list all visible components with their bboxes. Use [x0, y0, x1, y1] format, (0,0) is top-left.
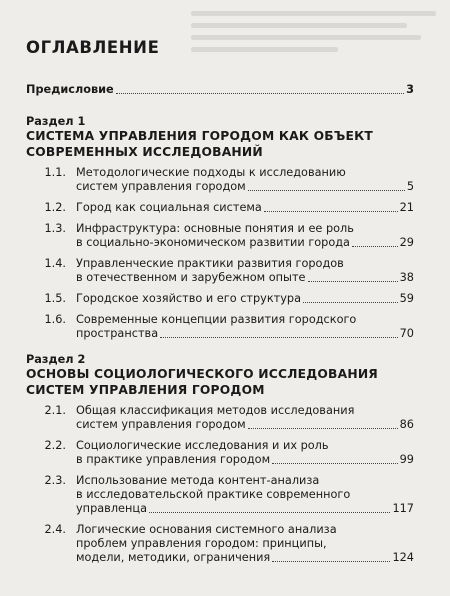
entry-page: 29 — [399, 236, 414, 249]
entry-last-line — [76, 236, 414, 250]
section-block — [26, 353, 414, 565]
section-block — [26, 115, 414, 341]
entry-title-line: в практике управления городом — [76, 453, 271, 466]
entry-body — [76, 292, 414, 306]
page-title: ОГЛАВЛЕНИЕ — [26, 38, 160, 57]
entry-number: 2.4. — [44, 523, 66, 536]
entry-number: 1.3. — [44, 222, 66, 235]
entry-page: 124 — [392, 551, 414, 564]
entry-body — [76, 257, 414, 285]
entry-last-line — [76, 453, 414, 467]
section-number: Раздел 2 — [26, 353, 86, 366]
toc-entry — [26, 222, 414, 250]
leader-dots — [308, 281, 398, 282]
entry-title-line: Общая классификация методов исследования — [76, 404, 355, 417]
section-title-line: СОВРЕМЕННЫХ ИССЛЕДОВАНИЙ — [26, 144, 263, 159]
entry-last-line — [76, 418, 414, 432]
toc-entry — [26, 523, 414, 565]
leader-dots — [303, 302, 398, 303]
section-title-line: СИСТЕМ УПРАВЛЕНИЯ ГОРОДОМ — [26, 382, 265, 397]
toc-entry — [26, 257, 414, 285]
entry-body — [76, 313, 414, 341]
entry-number: 2.3. — [44, 474, 66, 487]
entry-last-line — [76, 327, 414, 341]
entry-title-line: Город как социальная система — [76, 201, 262, 214]
entry-title-line: Управленческие практики развития городов — [76, 257, 344, 270]
entry-page: 86 — [399, 418, 414, 431]
leader-dots — [272, 463, 398, 464]
entry-page: 5 — [406, 180, 414, 193]
entry-page: 70 — [399, 327, 414, 340]
entry-page: 21 — [399, 201, 414, 214]
entry-title-line: модели, методики, ограничения — [76, 551, 271, 564]
sections-container — [26, 115, 414, 565]
toc-entry — [26, 439, 414, 467]
leader-dots — [160, 337, 398, 338]
entry-body — [76, 404, 414, 432]
toc-entry — [26, 292, 414, 306]
entry-title-line: в отечественном и зарубежном опыте — [76, 271, 306, 284]
entry-last-line — [76, 292, 414, 306]
entry-body — [76, 474, 414, 516]
entry-last-line — [76, 551, 414, 565]
table-of-contents — [26, 38, 414, 575]
section-title — [26, 367, 414, 398]
leader-dots — [149, 512, 390, 513]
leader-dots — [264, 211, 398, 212]
entry-title-line: Городское хозяйство и его структура — [76, 292, 302, 305]
entry-title-line: пространства — [76, 327, 159, 340]
leader-dots — [248, 428, 398, 429]
entry-last-line — [76, 201, 414, 215]
entry-number: 1.4. — [44, 257, 66, 270]
section-number: Раздел 1 — [26, 115, 86, 128]
preface-label: Предисловие — [26, 83, 114, 96]
entry-page: 117 — [392, 502, 414, 515]
entry-title-line: Социологические исследования и их роль — [76, 439, 329, 452]
leader-dots — [352, 246, 398, 247]
entry-title-line: проблем управления городом: принципы, — [76, 537, 327, 550]
entry-number: 2.2. — [44, 439, 66, 452]
entry-number: 1.1. — [44, 166, 66, 179]
leader-dots — [272, 561, 390, 562]
entry-last-line — [76, 502, 414, 516]
section-title-line: СИСТЕМА УПРАВЛЕНИЯ ГОРОДОМ КАК ОБЪЕКТ — [26, 129, 373, 143]
entry-title-line: Инфраструктура: основные понятия и ее роль — [76, 222, 354, 235]
entry-page: 59 — [399, 292, 414, 305]
toc-entry — [26, 474, 414, 516]
entry-title-line: систем управления городом — [76, 418, 246, 431]
leader-dots — [248, 190, 405, 191]
entry-title-line: Методологические подходы к исследованию — [76, 166, 346, 179]
toc-entry — [26, 404, 414, 432]
entry-last-line — [76, 180, 414, 194]
section-title — [26, 129, 414, 160]
entry-title-line: в социально-экономическом развитии города — [76, 236, 350, 249]
leader-dots — [116, 93, 404, 94]
entry-number: 1.6. — [44, 313, 66, 326]
entry-title-line: Современные концепции развития городского — [76, 313, 357, 326]
toc-entry — [26, 313, 414, 341]
entry-body — [76, 201, 414, 215]
preface-entry — [26, 83, 414, 97]
entry-title-line: Логические основания системного анализа — [76, 523, 337, 536]
preface-page: 3 — [406, 83, 414, 96]
entry-title-line: Использование метода контент-анализа — [76, 474, 320, 487]
entry-title-line: систем управления городом — [76, 180, 246, 193]
entry-body — [76, 439, 414, 467]
entry-title-line: управленца — [76, 502, 147, 515]
toc-entry — [26, 201, 414, 215]
section-title-line: ОСНОВЫ СОЦИОЛОГИЧЕСКОГО ИССЛЕДОВАНИЯ — [26, 367, 378, 381]
entry-page: 99 — [399, 453, 414, 466]
entry-number: 1.2. — [44, 201, 66, 214]
entry-body — [76, 166, 414, 194]
entry-page: 38 — [399, 271, 414, 284]
entry-last-line — [76, 271, 414, 285]
toc-entry — [26, 166, 414, 194]
entry-body — [76, 523, 414, 565]
entry-number: 1.5. — [44, 292, 66, 305]
entry-body — [76, 222, 414, 250]
entry-number: 2.1. — [44, 404, 66, 417]
entry-title-line: в исследовательской практике современного — [76, 488, 351, 501]
